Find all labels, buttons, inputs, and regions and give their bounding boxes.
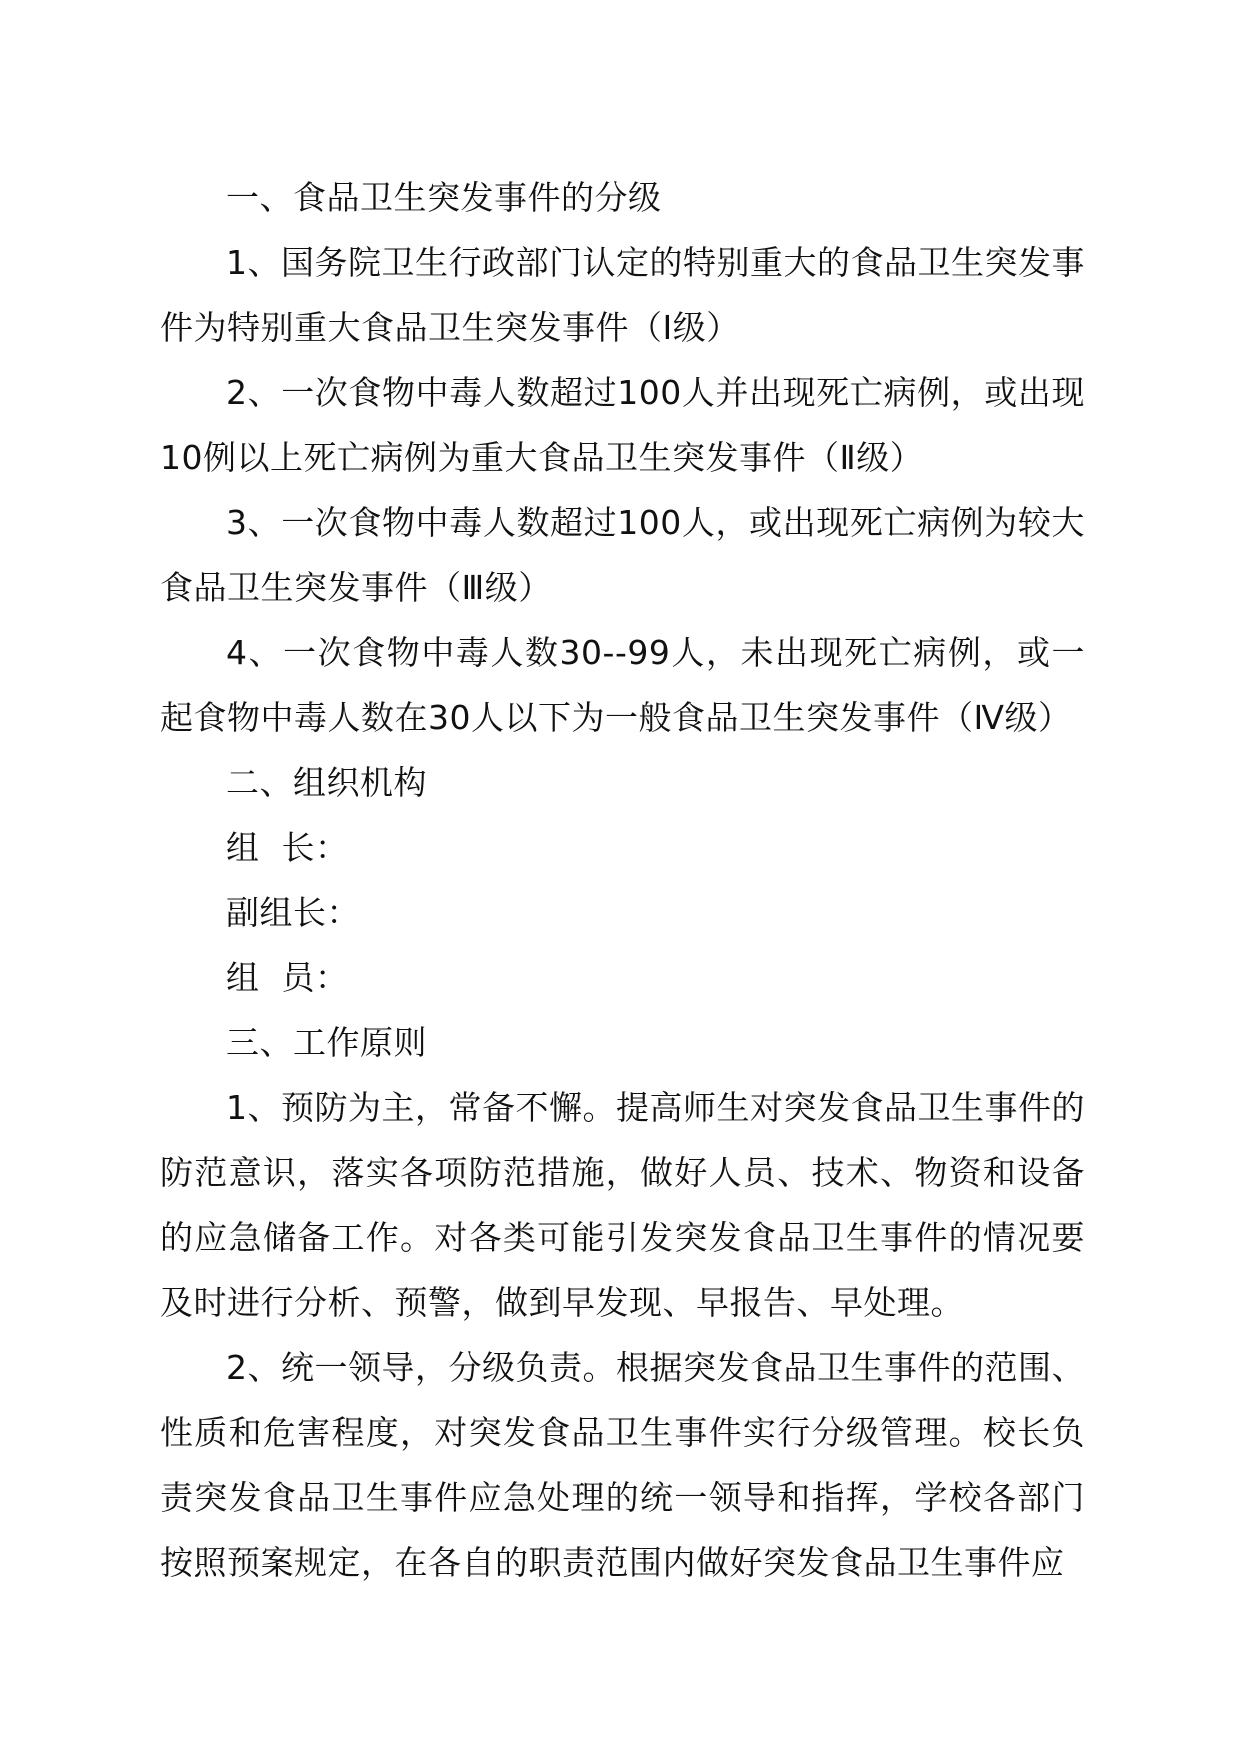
section1-item-3: 3、一次食物中毒人数超过100人，或出现死亡病例为较大食品卫生突发事件（Ⅲ级） [160, 503, 1085, 607]
section2-heading: 二、组织机构 [226, 763, 427, 802]
document-body [160, 165, 1085, 1595]
section1-heading: 一、食品卫生突发事件的分级 [226, 178, 662, 217]
section3-item-2: 2、统一领导，分级负责。根据突发食品卫生事件的范围、性质和危害程度，对突发食品卫生事件实行分级管理。校长负责突发食品卫生事件应急处理的统一领导和指挥，学校各部门按照预案规定，在各自的职责范围内做好突发食品卫生事件应 [160, 1348, 1085, 1582]
members-label: 组 员： [226, 958, 349, 997]
section1-item-2: 2、一次食物中毒人数超过100人并出现死亡病例，或出现10例以上死亡病例为重大食品卫生突发事件（Ⅱ级） [160, 373, 1085, 477]
section1-item-4: 4、一次食物中毒人数30--99人，未出现死亡病例，或一起食物中毒人数在30人以下为一般食品卫生突发事件（Ⅳ级） [160, 633, 1085, 737]
section3-heading: 三、工作原则 [226, 1023, 427, 1062]
leader-label: 组 长： [226, 828, 349, 867]
section3-item-1: 1、预防为主，常备不懈。提高师生对突发食品卫生事件的防范意识，落实各项防范措施，做好人员、技术、物资和设备的应急储备工作。对各类可能引发突发食品卫生事件的情况要及时进行分析、预警，做到早发现、早报告、早处理。 [160, 1088, 1085, 1322]
deputy-leader-label: 副组长： [226, 893, 360, 932]
section1-item-1: 1、国务院卫生行政部门认定的特别重大的食品卫生突发事件为特别重大食品卫生突发事件（Ⅰ级） [160, 243, 1085, 347]
